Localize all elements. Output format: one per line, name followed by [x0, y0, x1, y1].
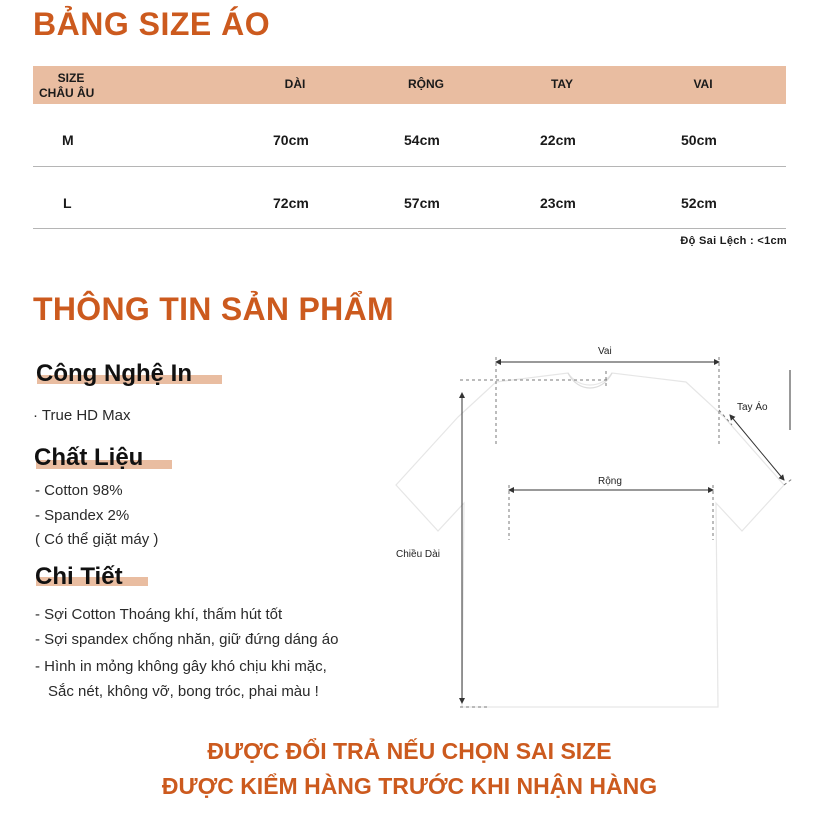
label-chieu-dai: Chiều Dài: [396, 549, 440, 560]
tolerance-note: Độ Sai Lệch : <1cm: [680, 235, 787, 247]
row-tay: 23cm: [540, 195, 576, 211]
size-table-header: [33, 66, 786, 104]
header-tay: TAY: [550, 77, 573, 91]
table-bottom-divider: [33, 228, 786, 229]
section-heading-details: Chi Tiết: [35, 563, 123, 590]
tshirt-icon: [396, 373, 784, 707]
header-vai: VAI: [693, 77, 713, 91]
row-vai: 50cm: [681, 132, 717, 148]
row-dai: 70cm: [273, 132, 309, 148]
section-heading-print-tech: Công Nghệ In: [36, 360, 192, 387]
row-size: L: [63, 195, 72, 211]
list-item: ( Có thể giặt máy ): [35, 531, 159, 548]
row-tay: 22cm: [540, 132, 576, 148]
list-item: - Sợi Cotton Thoáng khí, thấm hút tốt: [35, 606, 283, 623]
row-dai: 72cm: [273, 195, 309, 211]
header-dai: DÀI: [284, 77, 306, 91]
section-heading-material: Chất Liệu: [34, 444, 144, 471]
footer-line-1: ĐƯỢC ĐỔI TRẢ NẾU CHỌN SAI SIZE: [207, 738, 612, 764]
list-item: - Hình in mỏng không gây khó chịu khi mặc,: [35, 658, 327, 675]
list-item: Sắc nét, không vỡ, bong tróc, phai màu !: [48, 683, 319, 700]
label-tay-ao: Tay Áo: [737, 402, 768, 413]
label-rong: Rộng: [598, 476, 622, 487]
header-size-line2: CHÂU ÂU: [39, 86, 95, 100]
list-item: - Cotton 98%: [35, 482, 123, 499]
row-size: M: [62, 132, 74, 148]
product-info-title: THÔNG TIN SẢN PHẨM: [33, 291, 394, 327]
list-item: · True HD Max: [33, 407, 131, 424]
row-rong: 57cm: [404, 195, 440, 211]
row-divider: [33, 166, 786, 167]
header-size-line1: SIZE: [57, 71, 85, 85]
footer-line-2: ĐƯỢC KIỂM HÀNG TRƯỚC KHI NHẬN HÀNG: [161, 773, 658, 799]
row-rong: 54cm: [404, 132, 440, 148]
row-vai: 52cm: [681, 195, 717, 211]
tshirt-measurement-diagram: [380, 335, 810, 720]
list-item: - Spandex 2%: [35, 507, 130, 524]
size-chart-title: BẢNG SIZE ÁO: [33, 6, 271, 42]
header-rong: RỘNG: [408, 77, 444, 91]
list-item: - Sợi spandex chống nhăn, giữ đứng dáng áo: [35, 631, 339, 648]
label-vai: Vai: [598, 346, 612, 357]
